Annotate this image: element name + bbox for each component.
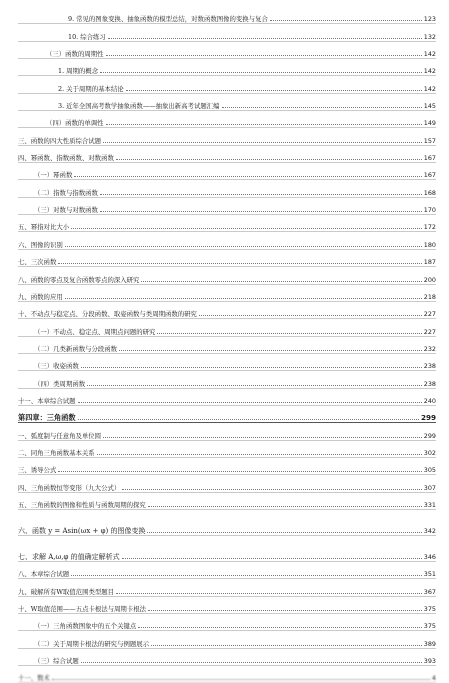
toc-entry[interactable]: [18, 127, 436, 144]
toc-entry-title: （一）幂函数: [34, 171, 73, 180]
toc-entry[interactable]: [18, 284, 436, 301]
toc-entry-page-number: 145: [423, 102, 436, 111]
toc-entry[interactable]: [18, 162, 436, 179]
toc-entry-title: 3. 近年全国高考数学抽象函数——抽象出新高考试题汇编: [58, 102, 220, 111]
dot-leader: [78, 419, 419, 420]
toc-entry-title: 十、不动点与稳定点、分段函数、取姿函数与类周期函数的研究: [18, 310, 197, 319]
dot-leader: [270, 20, 422, 21]
toc-entry-title: （三）综合试题: [34, 657, 79, 666]
toc-entry-page-number: 180: [423, 240, 436, 249]
dot-leader: [97, 454, 422, 455]
toc-entry-page-number: 299: [423, 431, 436, 440]
toc-entry[interactable]: [18, 41, 436, 58]
toc-entry-page-number: 307: [423, 483, 436, 492]
toc-entry[interactable]: [18, 353, 436, 370]
toc-entry-title: 一、弧度制与任意角及单位圆: [18, 431, 102, 440]
toc-entry[interactable]: [18, 630, 436, 647]
toc-entry[interactable]: [18, 561, 436, 578]
dot-leader: [100, 72, 422, 73]
toc-entry[interactable]: [18, 301, 436, 318]
toc-entry-page-number: 238: [423, 362, 436, 371]
toc-entry[interactable]: [18, 110, 436, 127]
dot-leader: [126, 90, 422, 91]
table-of-contents: [18, 6, 436, 682]
toc-entry[interactable]: [18, 336, 436, 353]
toc-entry-page-number: 200: [423, 275, 436, 284]
toc-entry-title: （一）三角函数图象中的五个关键点: [34, 622, 137, 631]
toc-entry[interactable]: [18, 249, 436, 266]
toc-entry[interactable]: [18, 6, 436, 23]
dot-leader: [87, 385, 422, 386]
dot-leader: [65, 298, 422, 299]
toc-entry[interactable]: [18, 318, 436, 335]
toc-entry-title: （三）收姿函数: [34, 362, 79, 371]
dot-leader: [116, 593, 422, 594]
toc-entry-page-number: 168: [423, 188, 436, 197]
toc-entry-title: （三）函数的周期性: [46, 50, 104, 59]
dot-leader: [222, 107, 422, 108]
toc-entry-title: 七、三次函数: [18, 258, 57, 267]
toc-entry[interactable]: [18, 58, 436, 75]
toc-entry[interactable]: [18, 93, 436, 110]
toc-entry-title: 二、同角三角函数基本关系: [18, 448, 95, 457]
toc-entry-page-number: 232: [423, 344, 436, 353]
toc-entry-page-number: 157: [423, 136, 436, 145]
toc-entry-page-number: 375: [423, 605, 436, 613]
dot-leader: [122, 489, 422, 490]
dot-leader: [119, 350, 422, 351]
toc-entry[interactable]: [18, 145, 436, 162]
toc-entry-title: 十一、本章综合试题: [18, 396, 76, 405]
toc-entry[interactable]: [18, 440, 436, 457]
dot-leader: [100, 194, 422, 195]
toc-entry-page-number: 227: [423, 310, 436, 319]
toc-entry[interactable]: [18, 214, 436, 231]
dot-leader: [116, 159, 422, 160]
dot-leader: [103, 437, 422, 438]
toc-entry-title: 六、函数 y = Asin(ωx + φ) 的图像变换: [18, 526, 146, 535]
toc-entry[interactable]: [18, 492, 436, 509]
dot-leader: [58, 263, 421, 264]
toc-entry[interactable]: [18, 535, 436, 561]
toc-entry-page-number: 351: [423, 570, 436, 579]
toc-entry-page-number: 149: [423, 119, 436, 128]
toc-entry-page-number: 389: [423, 639, 436, 648]
dot-leader: [78, 402, 422, 403]
toc-entry-title: （二）关于周期卡根法的研究与例题展示: [34, 639, 150, 648]
toc-entry-title: 2. 关于周期的基本结论: [58, 84, 124, 93]
toc-entry-page-number: 305: [423, 466, 436, 475]
toc-entry-title: 五、幂指对比大小: [18, 223, 70, 232]
toc-entry[interactable]: [18, 75, 436, 92]
toc-entry-page-number: 123: [423, 15, 436, 24]
dot-leader: [81, 662, 422, 663]
toc-entry[interactable]: [18, 266, 436, 283]
toc-entry-page-number: 227: [423, 327, 436, 336]
dot-leader: [106, 55, 422, 56]
toc-entry[interactable]: [18, 613, 436, 630]
toc-entry-page-number: 299: [420, 413, 436, 423]
dot-leader: [122, 558, 422, 559]
toc-entry-page-number: 142: [423, 67, 436, 76]
toc-entry[interactable]: [18, 405, 436, 422]
dot-leader: [74, 176, 421, 177]
toc-entry-page-number: 187: [423, 258, 436, 267]
toc-entry-title: 十一、数术: [18, 674, 50, 683]
toc-entry[interactable]: [18, 596, 436, 613]
toc-entry-title: 三、诱导公式: [18, 466, 57, 475]
dot-leader: [157, 333, 421, 334]
dot-leader: [199, 315, 422, 316]
toc-entry-page-number: 132: [423, 32, 436, 41]
toc-entry-title: 八、函数的零点及复合函数零点的深入研究: [18, 275, 140, 284]
dot-leader: [138, 627, 422, 628]
toc-entry-title: 八、本章综合试题: [18, 570, 70, 579]
toc-entry-page-number: 170: [423, 206, 436, 215]
toc-entry-page-number: 142: [423, 50, 436, 59]
dot-leader: [148, 506, 422, 507]
toc-entry-title: （二）指数与指数函数: [34, 188, 98, 197]
toc-entry-page-number: 172: [423, 223, 436, 232]
toc-entry-title: 九、破解所有W取值范围类型题目: [18, 587, 115, 596]
toc-entry[interactable]: [18, 665, 436, 682]
toc-entry-title: 第四章：三角函数: [18, 413, 76, 423]
toc-entry[interactable]: [18, 474, 436, 491]
toc-entry-page-number: 346: [423, 552, 436, 561]
dot-leader: [151, 645, 422, 646]
dot-leader: [100, 211, 422, 212]
toc-entry-page-number: 218: [423, 292, 436, 301]
toc-entry[interactable]: [18, 370, 436, 387]
toc-entry-page-number: 342: [423, 526, 436, 535]
toc-entry[interactable]: [18, 422, 436, 439]
toc-entry[interactable]: [18, 197, 436, 214]
toc-entry-title: 六、图像的识别: [18, 240, 63, 249]
toc-entry-page-number: 393: [423, 657, 436, 666]
toc-entry-title: 1. 周期的概念: [58, 67, 99, 76]
toc-entry[interactable]: [18, 231, 436, 248]
toc-entry-page-number: 375: [423, 622, 436, 631]
toc-entry-page-number: 142: [423, 84, 436, 93]
toc-entry-title: 四、三角函数恒等变形（九大公式）: [18, 483, 121, 492]
dot-leader: [81, 367, 422, 368]
toc-entry-page-number: 238: [423, 379, 436, 388]
toc-entry-page-number: 167: [423, 154, 436, 163]
toc-entry-title: 七、求解 A,ω,φ 的值确定解析式: [18, 552, 120, 561]
toc-entry-title: （二）几类新函数与分段函数: [34, 344, 118, 353]
dot-leader: [65, 246, 422, 247]
toc-entry-page-number: 167: [423, 171, 436, 180]
toc-entry[interactable]: [18, 179, 436, 196]
dot-leader: [141, 281, 421, 282]
dot-leader: [71, 228, 422, 229]
toc-entry-title: （四）函数的单调性: [46, 119, 104, 128]
dot-leader: [106, 124, 422, 125]
dot-leader: [108, 38, 422, 39]
dot-leader: [148, 610, 422, 611]
toc-entry-page-number: 4: [431, 674, 436, 683]
toc-entry-page-number: 331: [423, 500, 436, 509]
toc-entry-page-number: 240: [423, 396, 436, 405]
toc-entry-title: （三）对数与对数函数: [34, 206, 98, 215]
toc-entry[interactable]: [18, 388, 436, 405]
toc-entry-title: 五、三角函数的图像和性质与函数周期的探究: [18, 500, 146, 509]
toc-entry-title: 九、函数的应用: [18, 292, 63, 301]
toc-entry-title: 十、W取值范围——五点卡根法与周期卡根法: [18, 605, 146, 613]
toc-entry-title: 10. 综合练习: [68, 32, 106, 41]
toc-entry-title: （一）不动点、稳定点、周期点问题的研究: [34, 327, 156, 336]
toc-entry[interactable]: [18, 457, 436, 474]
toc-entry[interactable]: [18, 23, 436, 40]
dot-leader: [71, 575, 422, 576]
toc-entry-title: 四、幂函数、指数函数、对数函数: [18, 154, 114, 163]
toc-entry-page-number: 367: [423, 587, 436, 596]
toc-entry[interactable]: [18, 509, 436, 535]
toc-entry-title: （四）类周期函数: [34, 379, 86, 388]
dot-leader: [52, 679, 430, 680]
toc-entry-title: 9. 常见的图象变换、抽象函数的模型总结，对数函数图像的变换与复合: [68, 15, 268, 24]
toc-entry-title: 三、函数的四大性质综合试题: [18, 136, 102, 145]
dot-leader: [58, 471, 421, 472]
toc-entry[interactable]: [18, 648, 436, 665]
dot-leader: [103, 142, 422, 143]
toc-entry[interactable]: [18, 578, 436, 595]
toc-entry-page-number: 302: [423, 448, 436, 457]
dot-leader: [147, 532, 421, 533]
